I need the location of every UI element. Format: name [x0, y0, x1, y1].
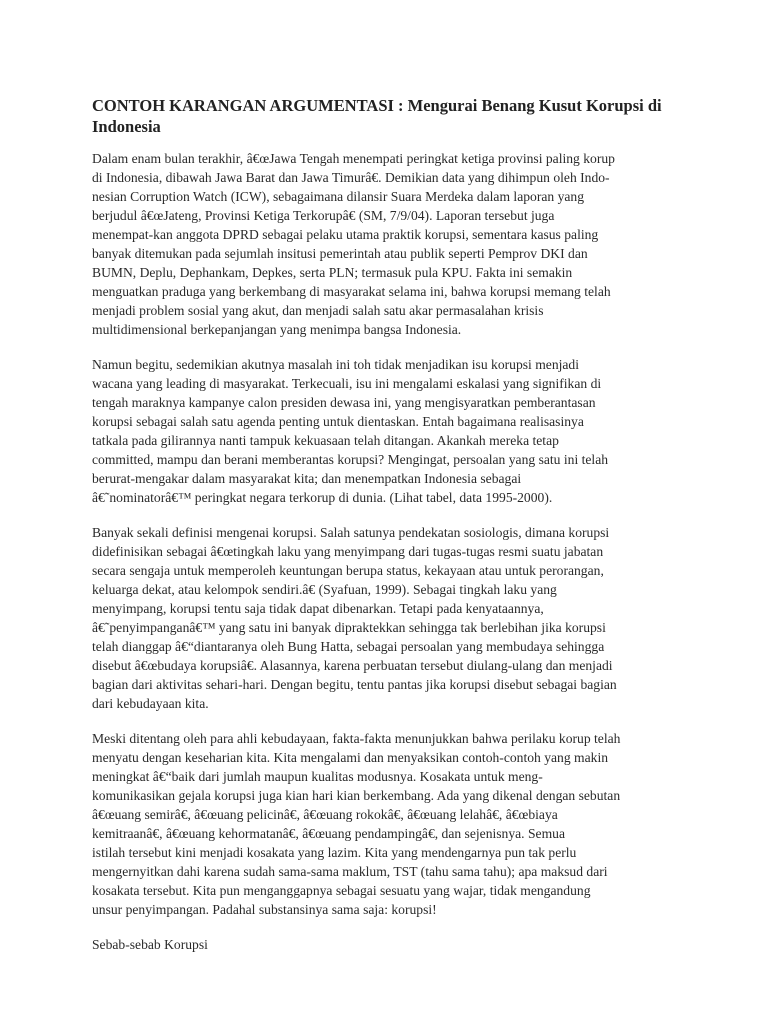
paragraph-line: kemitraanâ€, â€œuang kehormatanâ€, â€œuang pendampingâ€, dan sejenisnya. Semua: [92, 826, 565, 841]
paragraph-line: â€œuang semirâ€, â€œuang pelicinâ€, â€œuang rokokâ€, â€œuang lelahâ€, â€œbiaya: [92, 807, 558, 822]
paragraph: [92, 523, 692, 713]
paragraph-line: menguatkan praduga yang berkembang di masyarakat selama ini, bahwa korupsi memang telah: [92, 284, 611, 299]
paragraph-line: telah dianggap â€“diantaranya oleh Bung Hatta, sebagai persoalan yang membudaya sehingga: [92, 639, 605, 654]
paragraph-line: mengernyitkan dahi karena sudah sama-sama maklum, TST (tahu sama tahu); apa maksud dari: [92, 864, 608, 879]
paragraph-line: banyak ditemukan pada sejumlah insitusi pemerintah atau publik seperti Pemprov DKI dan: [92, 246, 588, 261]
paragraph-line: tatkala pada gilirannya nanti tampuk kekuasaan telah ditangan. Akankah mereka tetap: [92, 433, 559, 448]
paragraph-line: menyatu dengan keseharian kita. Kita mengalami dan menyaksikan contoh-contoh yang makin: [92, 750, 609, 765]
paragraph-line: meningkat â€“baik dari jumlah maupun kualitas modusnya. Kosakata untuk meng-: [92, 769, 543, 784]
document-page: [92, 95, 692, 970]
paragraph-line: Sebab-sebab Korupsi: [92, 937, 208, 952]
paragraph-line: unsur penyimpangan. Padahal substansinya sama saja: korupsi!: [92, 902, 437, 917]
paragraph-line: wacana yang leading di masyarakat. Terkecuali, isu ini mengalami eskalasi yang signifikan di: [92, 376, 602, 391]
paragraph-line: secara sengaja untuk memperoleh keuntungan berupa status, kekayaan atau untuk perorangan,: [92, 563, 604, 578]
paragraph-line: bagian dari aktivitas sehari-hari. Dengan begitu, tentu pantas jika korupsi disebut sebagai bagian: [92, 677, 617, 692]
paragraph-line: keluarga dekat, atau kelompok sendiri.â€ (Syafuan, 1999). Sebagai tingkah laku yang: [92, 582, 557, 597]
paragraph-line: BUMN, Deplu, Dephankam, Depkes, serta PLN; termasuk pula KPU. Fakta ini semakin: [92, 265, 573, 280]
document-body: [92, 149, 692, 954]
paragraph-line: Banyak sekali definisi mengenai korupsi. Salah satunya pendekatan sosiologis, dimana korupsi: [92, 525, 610, 540]
paragraph: [92, 149, 692, 339]
paragraph-line: multidimensional berkepanjangan yang menimpa bangsa Indonesia.: [92, 322, 462, 337]
paragraph-line: disebut â€œbudaya korupsiâ€. Alasannya, karena perbuatan tersebut diulang-ulang dan menjadi: [92, 658, 613, 673]
paragraph-line: Meski ditentang oleh para ahli kebudayaan, fakta-fakta menunjukkan bahwa perilaku korup telah: [92, 731, 621, 746]
paragraph-line: korupsi sebagai salah satu agenda penting untuk dientaskan. Entah bagaimana realisasinya: [92, 414, 584, 429]
paragraph-line: kosakata tersebut. Kita pun menganggapnya sebagai sesuatu yang wajar, tidak mengandung: [92, 883, 591, 898]
paragraph-line: di Indonesia, dibawah Jawa Barat dan Jawa Timurâ€. Demikian data yang dihimpun oleh Indo-: [92, 170, 610, 185]
paragraph-line: nesian Corruption Watch (ICW), sebagaimana dilansir Suara Merdeka dalam laporan yang: [92, 189, 585, 204]
paragraph-line: tengah maraknya kampanye calon presiden dewasa ini, yang mengisyaratkan pemberantasan: [92, 395, 596, 410]
paragraph-line: menempat-kan anggota DPRD sebagai pelaku utama praktik korupsi, sementara kasus paling: [92, 227, 599, 242]
paragraph-line: komunikasikan gejala korupsi juga kian hari kian berkembang. Ada yang dikenal dengan sebutan: [92, 788, 621, 803]
paragraph-line: dari kebudayaan kita.: [92, 696, 209, 711]
paragraph-line: berjudul â€œJateng, Provinsi Ketiga Terkorupâ€ (SM, 7/9/04). Laporan tersebut juga: [92, 208, 555, 223]
title-line: CONTOH KARANGAN ARGUMENTASI : Mengurai Benang Kusut Korupsi di: [92, 96, 662, 115]
paragraph-line: berurat-mengakar dalam masyarakat kita; dan menempatkan Indonesia sebagai: [92, 471, 522, 486]
section-heading: [92, 935, 692, 954]
paragraph-line: Namun begitu, sedemikian akutnya masalah ini toh tidak menjadikan isu korupsi menjadi: [92, 357, 580, 372]
paragraph-line: menjadi problem sosial yang akut, dan menjadi salah satu akar permasalahan krisis: [92, 303, 544, 318]
paragraph-line: committed, mampu dan berani memberantas korupsi? Mengingat, persoalan yang satu ini telah: [92, 452, 609, 467]
paragraph-line: didefinisikan sebagai â€œtingkah laku yang menyimpang dari tugas-tugas resmi suatu jabatan: [92, 544, 604, 559]
paragraph: [92, 355, 692, 507]
paragraph-line: Dalam enam bulan terakhir, â€œJawa Tengah menempati peringkat ketiga provinsi paling korup: [92, 151, 615, 166]
document-title: [92, 95, 692, 137]
paragraph-line: istilah tersebut kini menjadi kosakata yang lazim. Kita yang mendengarnya pun tak perlu: [92, 845, 577, 860]
title-line: Indonesia: [92, 117, 161, 136]
paragraph-line: â€˜nominatorâ€™ peringkat negara terkorup di dunia. (Lihat tabel, data 1995-2000).: [92, 490, 553, 505]
paragraph-line: â€˜penyimpanganâ€™ yang satu ini banyak dipraktekkan sehingga tak berlebihan jika korupsi: [92, 620, 606, 635]
paragraph: [92, 729, 692, 919]
paragraph-line: menyimpang, korupsi tentu saja tidak dapat dibenarkan. Tetapi pada kenyataannya,: [92, 601, 544, 616]
